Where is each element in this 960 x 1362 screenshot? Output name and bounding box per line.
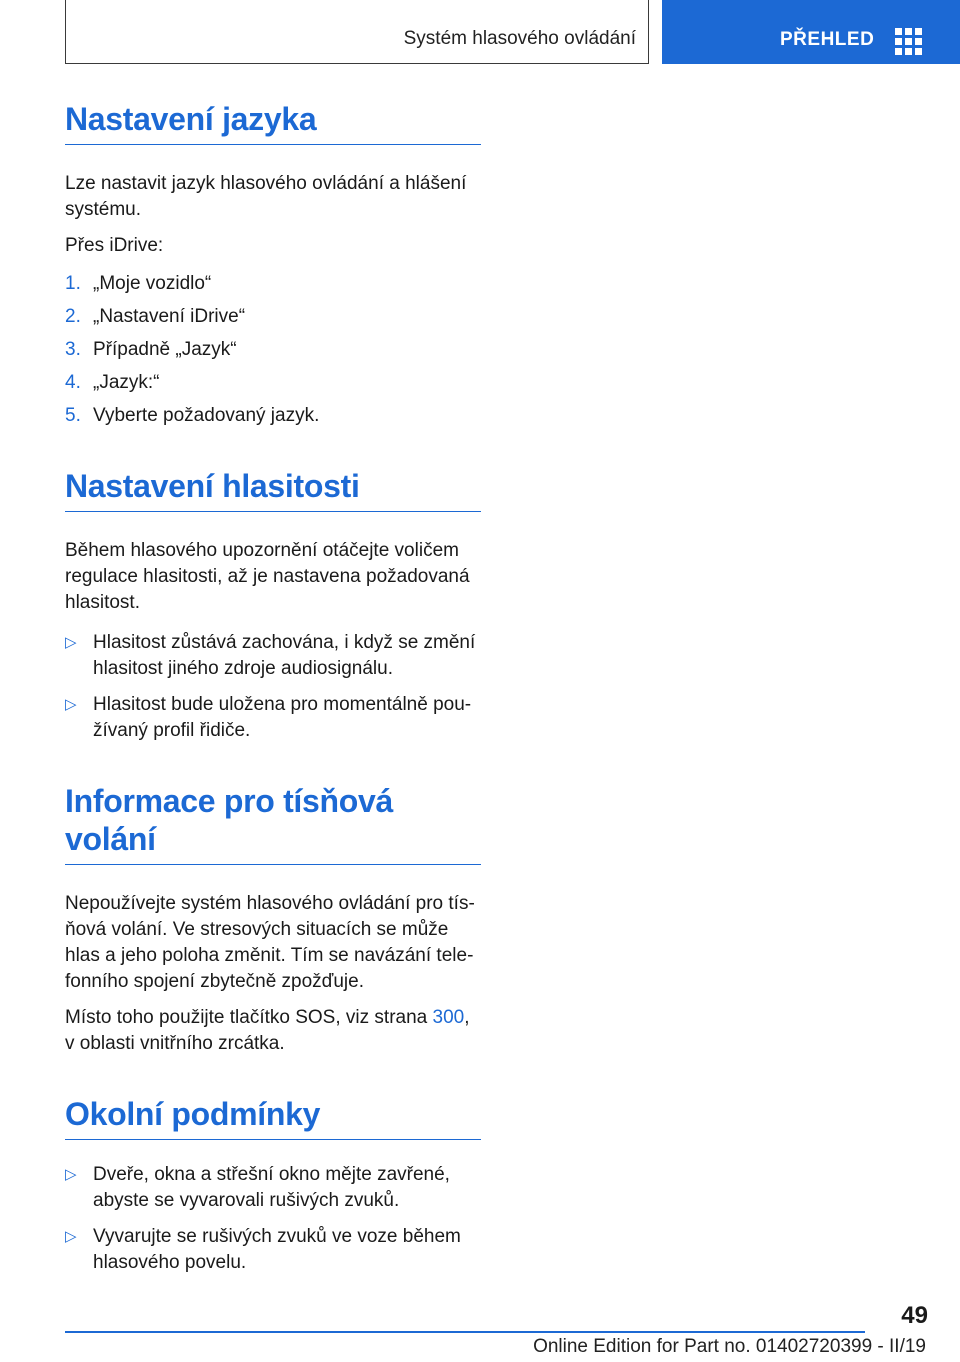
language-via: Přes iDrive:	[65, 235, 164, 256]
triangle-bullet-icon: ▷	[65, 1166, 77, 1183]
page-number: 49	[901, 1302, 928, 1329]
bullet-item	[65, 1224, 481, 1276]
step-item	[65, 370, 481, 396]
section-emergency	[65, 782, 481, 1057]
section-environment	[65, 1095, 481, 1276]
step-text: Případně „Jazyk“	[93, 339, 237, 360]
overview-tab[interactable]	[662, 0, 960, 64]
emergency-para-2-tail: , v oblasti vnitřního zrcátka.	[65, 1007, 470, 1054]
main-content	[65, 100, 481, 1314]
step-text: „Jazyk:“	[93, 372, 160, 393]
step-number: 3.	[65, 339, 81, 360]
bullet-item	[65, 630, 481, 682]
volume-bullets	[65, 630, 481, 744]
environment-bullets	[65, 1162, 481, 1276]
step-text: „Moje vozidlo“	[93, 273, 212, 294]
grid-icon[interactable]	[895, 28, 922, 55]
bullet-text: Hlasitost zůstává zachována, i když se změní hlasitost jiného zdroje audiosignálu.	[93, 632, 476, 679]
language-intro: Lze nastavit jazyk hlasového ovládání a hlášení systému.	[65, 173, 467, 220]
bullet-text: Hlasitost bude uložena pro momentálně používaný profil řidiče.	[93, 694, 472, 741]
triangle-bullet-icon: ▷	[65, 634, 77, 651]
step-item	[65, 304, 481, 330]
bullet-text: Vyvarujte se rušivých zvuků ve voze během hlasového povelu.	[93, 1226, 461, 1273]
bullet-item	[65, 1162, 481, 1214]
step-number: 4.	[65, 372, 81, 393]
step-number: 5.	[65, 405, 81, 426]
step-number: 1.	[65, 273, 81, 294]
header-chapter-box	[65, 0, 649, 64]
step-item	[65, 271, 481, 297]
triangle-bullet-icon: ▷	[65, 696, 77, 713]
bullet-text: Dveře, okna a střešní okno mějte zavřené, abyste se vyvarovali rušivých zvuků.	[93, 1164, 450, 1211]
emergency-para-2-text: Místo toho použijte tlačítko SOS, viz strana	[65, 1007, 433, 1028]
triangle-bullet-icon: ▷	[65, 1228, 77, 1245]
chapter-title: Systém hlasového ovládání	[403, 28, 636, 49]
overview-label[interactable]: PŘEHLED	[780, 29, 875, 50]
emergency-para-1: Nepoužívejte systém hlasového ovládání pro tísňová volání. Ve stresových situacích se může hlas a jeho poloha změnit. Tím se navázání telefonního spojení zbytečně zpožďuje.	[65, 893, 475, 992]
step-item	[65, 403, 481, 429]
section-volume	[65, 467, 481, 744]
step-text: Vyberte požadovaný jazyk.	[93, 405, 320, 426]
step-item	[65, 337, 481, 363]
language-steps	[65, 271, 481, 429]
bullet-item	[65, 692, 481, 744]
footer-divider	[65, 1331, 865, 1333]
heading-environment: Okolní podmínky	[65, 1095, 481, 1140]
page-link-300[interactable]: 300	[432, 1007, 465, 1028]
emergency-para-2	[65, 1005, 481, 1057]
footer-edition: Online Edition for Part no. 01402720399 - II/19	[533, 1336, 926, 1357]
step-number: 2.	[65, 306, 81, 327]
heading-volume: Nastavení hlasitosti	[65, 467, 481, 512]
heading-language: Nastavení jazyka	[65, 100, 481, 145]
step-text: „Nastavení iDrive“	[93, 306, 246, 327]
volume-intro: Během hlasového upozornění otáčejte voličem regulace hlasitosti, až je nastavena požadovaná hlasitost.	[65, 540, 470, 613]
heading-emergency: Informace pro tísňová volání	[65, 782, 481, 865]
section-language	[65, 100, 481, 429]
